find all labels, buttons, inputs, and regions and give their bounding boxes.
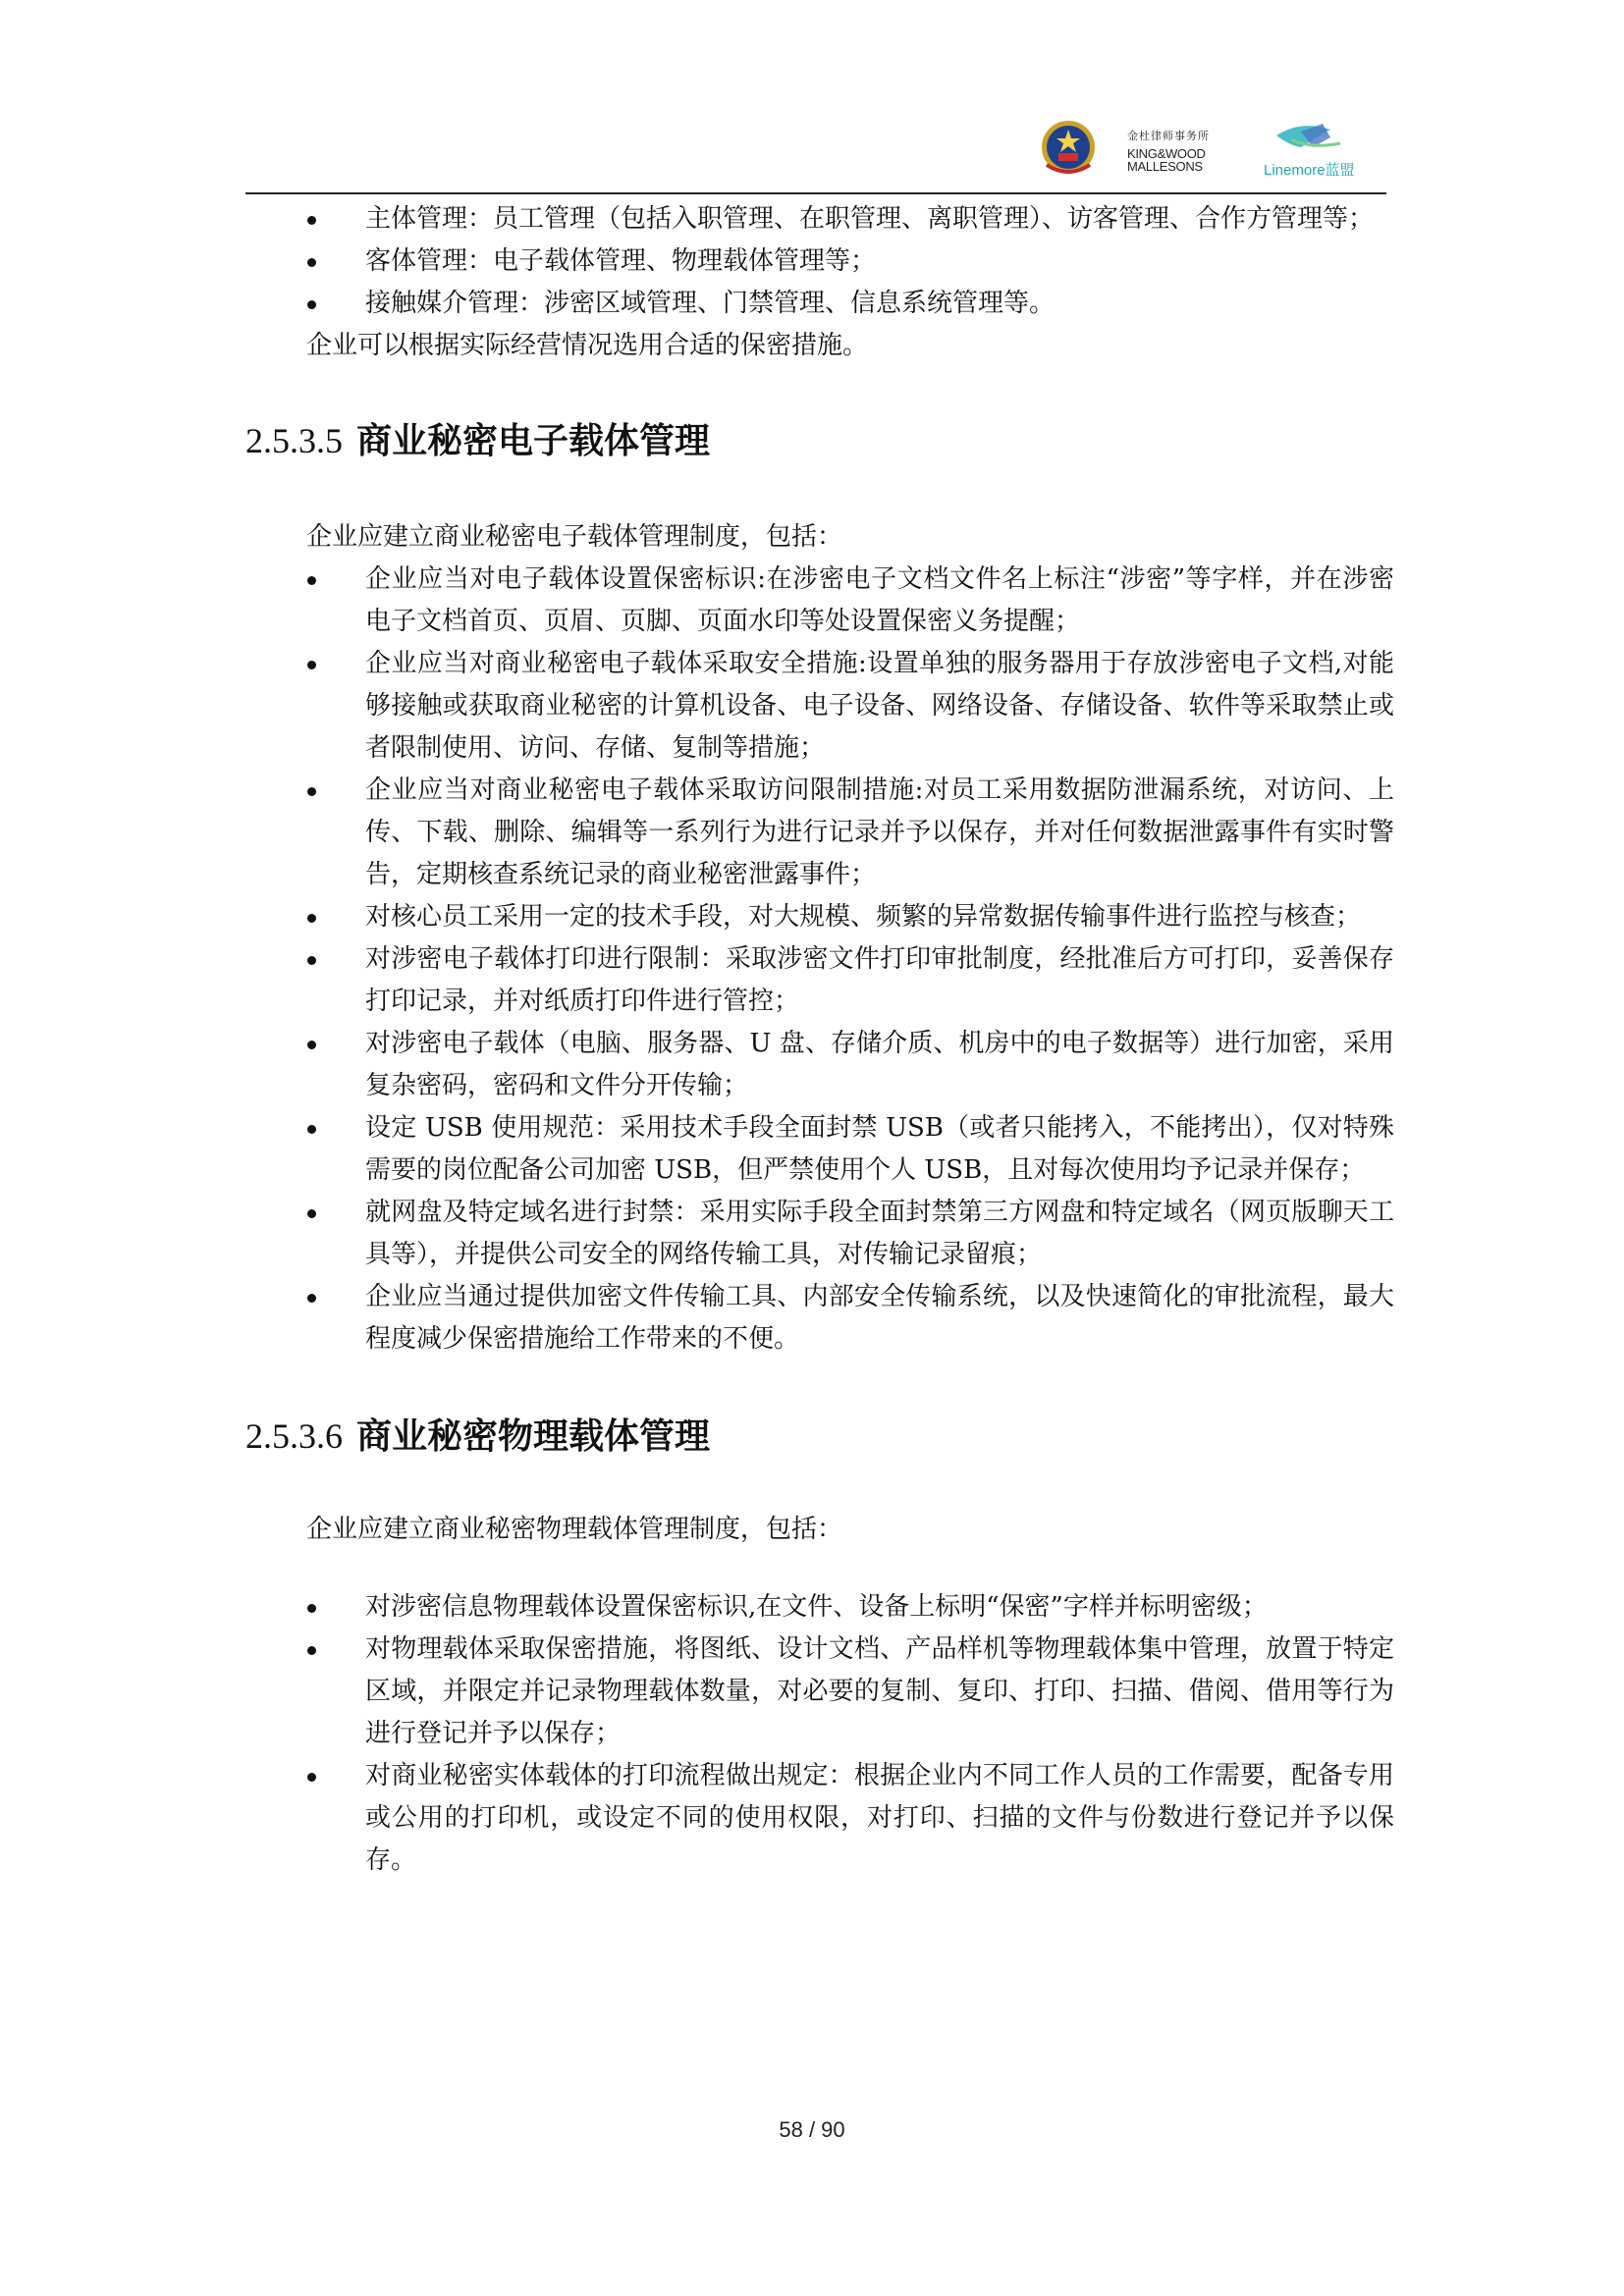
list-item xyxy=(245,559,1394,643)
list-item-text: 客体管理：电子载体管理、物理载体管理等； xyxy=(365,246,877,276)
bullet-icon xyxy=(307,216,316,225)
list-item xyxy=(245,643,1394,770)
intro-bullet-list xyxy=(245,198,1394,325)
list-item xyxy=(245,938,1394,1023)
bullet-icon xyxy=(307,1773,316,1782)
page-header xyxy=(0,0,1624,196)
list-item xyxy=(245,240,1394,283)
list-item-text: 对涉密电子载体打印进行限制：采取涉密文件打印审批制度，经批准后方可打印，妥善保存打印记录，并对纸质打印件进行管控； xyxy=(365,944,1394,1016)
intro-closing-paragraph: 企业可以根据实际经营情况选用合适的保密措施。 xyxy=(306,331,869,360)
bullet-icon xyxy=(307,956,316,965)
list-item-text: 对商业秘密实体载体的打印流程做出规定：根据企业内不同工作人员的工作需要，配备专用或公用的打印机，或设定不同的使用权限，对打印、扫描的文件与份数进行登记并予以保存。 xyxy=(365,1761,1394,1875)
page-content xyxy=(245,198,1394,1882)
bullet-icon xyxy=(307,914,316,923)
bullet-icon xyxy=(307,1041,316,1049)
list-item-text: 企业应当对电子载体设置保密标识:在涉密电子文档文件名上标注“涉密”等字样，并在涉密电子文档首页、页眉、页脚、页面水印等处设置保密义务提醒； xyxy=(365,564,1394,636)
kwm-logo-en-1: KING&WOOD xyxy=(1127,146,1206,161)
list-item-text: 企业应当通过提供加密文件传输工具、内部安全传输系统，以及快速简化的审批流程，最大程度减少保密措施给工作带来的不便。 xyxy=(365,1282,1394,1354)
bullet-icon xyxy=(307,300,316,309)
linemore-logo-text: Linemore蓝盟 xyxy=(1264,162,1355,179)
list-item-text: 对核心员工采用一定的技术手段，对大规模、频繁的异常数据传输事件进行监控与核查； xyxy=(365,902,1362,932)
list-item xyxy=(245,1586,1394,1629)
list-item-text: 设定 USB 使用规范：采用技术手段全面封禁 USB（或者只能拷入，不能拷出），仅对特殊需要的岗位配备公司加密 USB，但严禁使用个人 USB，且对每次使用均予记录并保存； xyxy=(365,1113,1394,1185)
list-item-text: 对物理载体采取保密措施，将图纸、设计文档、产品样机等物理载体集中管理，放置于特定区域，并限定并记录物理载体数量，对必要的复制、复印、打印、扫描、借阅、借用等行为进行登记并予以保存； xyxy=(365,1634,1394,1748)
bullet-icon xyxy=(307,787,316,796)
section-lead-paragraph: 企业应建立商业秘密电子载体管理制度，包括： xyxy=(306,522,843,552)
list-item xyxy=(245,1107,1394,1192)
police-emblem-icon xyxy=(1039,116,1098,179)
list-item xyxy=(245,770,1394,896)
list-item-text: 企业应当对商业秘密电子载体采取安全措施:设置单独的服务器用于存放涉密电子文档,对能够接触或获取商业秘密的计算机设备、电子设备、网络设备、存储设备、软件等采取禁止或者限制使用、访问、存储、复制等措施； xyxy=(365,649,1394,763)
section-heading-electronic xyxy=(245,417,1394,464)
bullet-icon xyxy=(307,1125,316,1134)
list-item-text: 对涉密信息物理载体设置保密标识,在文件、设备上标明“保密”字样并标明密级； xyxy=(365,1592,1268,1622)
bullet-icon xyxy=(307,1604,316,1613)
linemore-logo xyxy=(1262,118,1370,179)
bullet-icon xyxy=(307,1209,316,1218)
list-item xyxy=(245,1192,1394,1276)
section-lead-paragraph: 企业应建立商业秘密物理载体管理制度，包括： xyxy=(306,1515,843,1544)
list-item xyxy=(245,283,1394,325)
kwm-logo-en-2: MALLESONS xyxy=(1127,159,1203,174)
list-item xyxy=(245,896,1394,938)
list-item-text: 企业应当对商业秘密电子载体采取访问限制措施:对员工采用数据防泄漏系统，对访问、上传、下载、删除、编辑等一系列行为进行记录并予以保存，并对任何数据泄露事件有实时警告，定期核查系统记录的商业秘密泄露事件； xyxy=(365,775,1394,889)
list-item-text: 就网盘及特定域名进行封禁：采用实际手段全面封禁第三方网盘和特定域名（网页版聊天工具等），并提供公司安全的网络传输工具，对传输记录留痕； xyxy=(365,1198,1394,1269)
list-item xyxy=(245,1629,1394,1755)
section-number: 2.5.3.5 xyxy=(245,421,343,460)
list-item xyxy=(245,1276,1394,1361)
bullet-icon xyxy=(307,661,316,669)
page-number: 58 / 90 xyxy=(779,2117,845,2142)
kwm-logo xyxy=(1127,128,1235,173)
bullet-icon xyxy=(307,1294,316,1303)
header-rule xyxy=(245,192,1386,194)
list-item xyxy=(245,1755,1394,1882)
list-item-text: 对涉密电子载体（电脑、服务器、U 盘、存储介质、机房中的电子数据等）进行加密，采用复杂密码，密码和文件分开传输； xyxy=(365,1029,1394,1100)
kwm-logo-cn: 金杜律师事务所 xyxy=(1127,131,1210,142)
section-title: 商业秘密电子载体管理 xyxy=(356,420,711,461)
physical-carrier-bullet-list xyxy=(245,1586,1394,1882)
list-item xyxy=(245,198,1394,240)
list-item-text: 接触媒介管理：涉密区域管理、门禁管理、信息系统管理等。 xyxy=(365,289,1056,318)
section-number: 2.5.3.6 xyxy=(245,1416,343,1456)
bullet-icon xyxy=(307,258,316,267)
bullet-icon xyxy=(307,1646,316,1655)
section-title: 商业秘密物理载体管理 xyxy=(356,1415,711,1457)
bullet-icon xyxy=(307,576,316,585)
list-item xyxy=(245,1023,1394,1107)
section-heading-physical xyxy=(245,1413,1394,1460)
list-item-text: 主体管理：员工管理（包括入职管理、在职管理、离职管理）、访客管理、合作方管理等； xyxy=(365,204,1375,234)
linemore-mark-icon xyxy=(1262,118,1370,159)
electronic-carrier-bullet-list xyxy=(245,559,1394,1361)
